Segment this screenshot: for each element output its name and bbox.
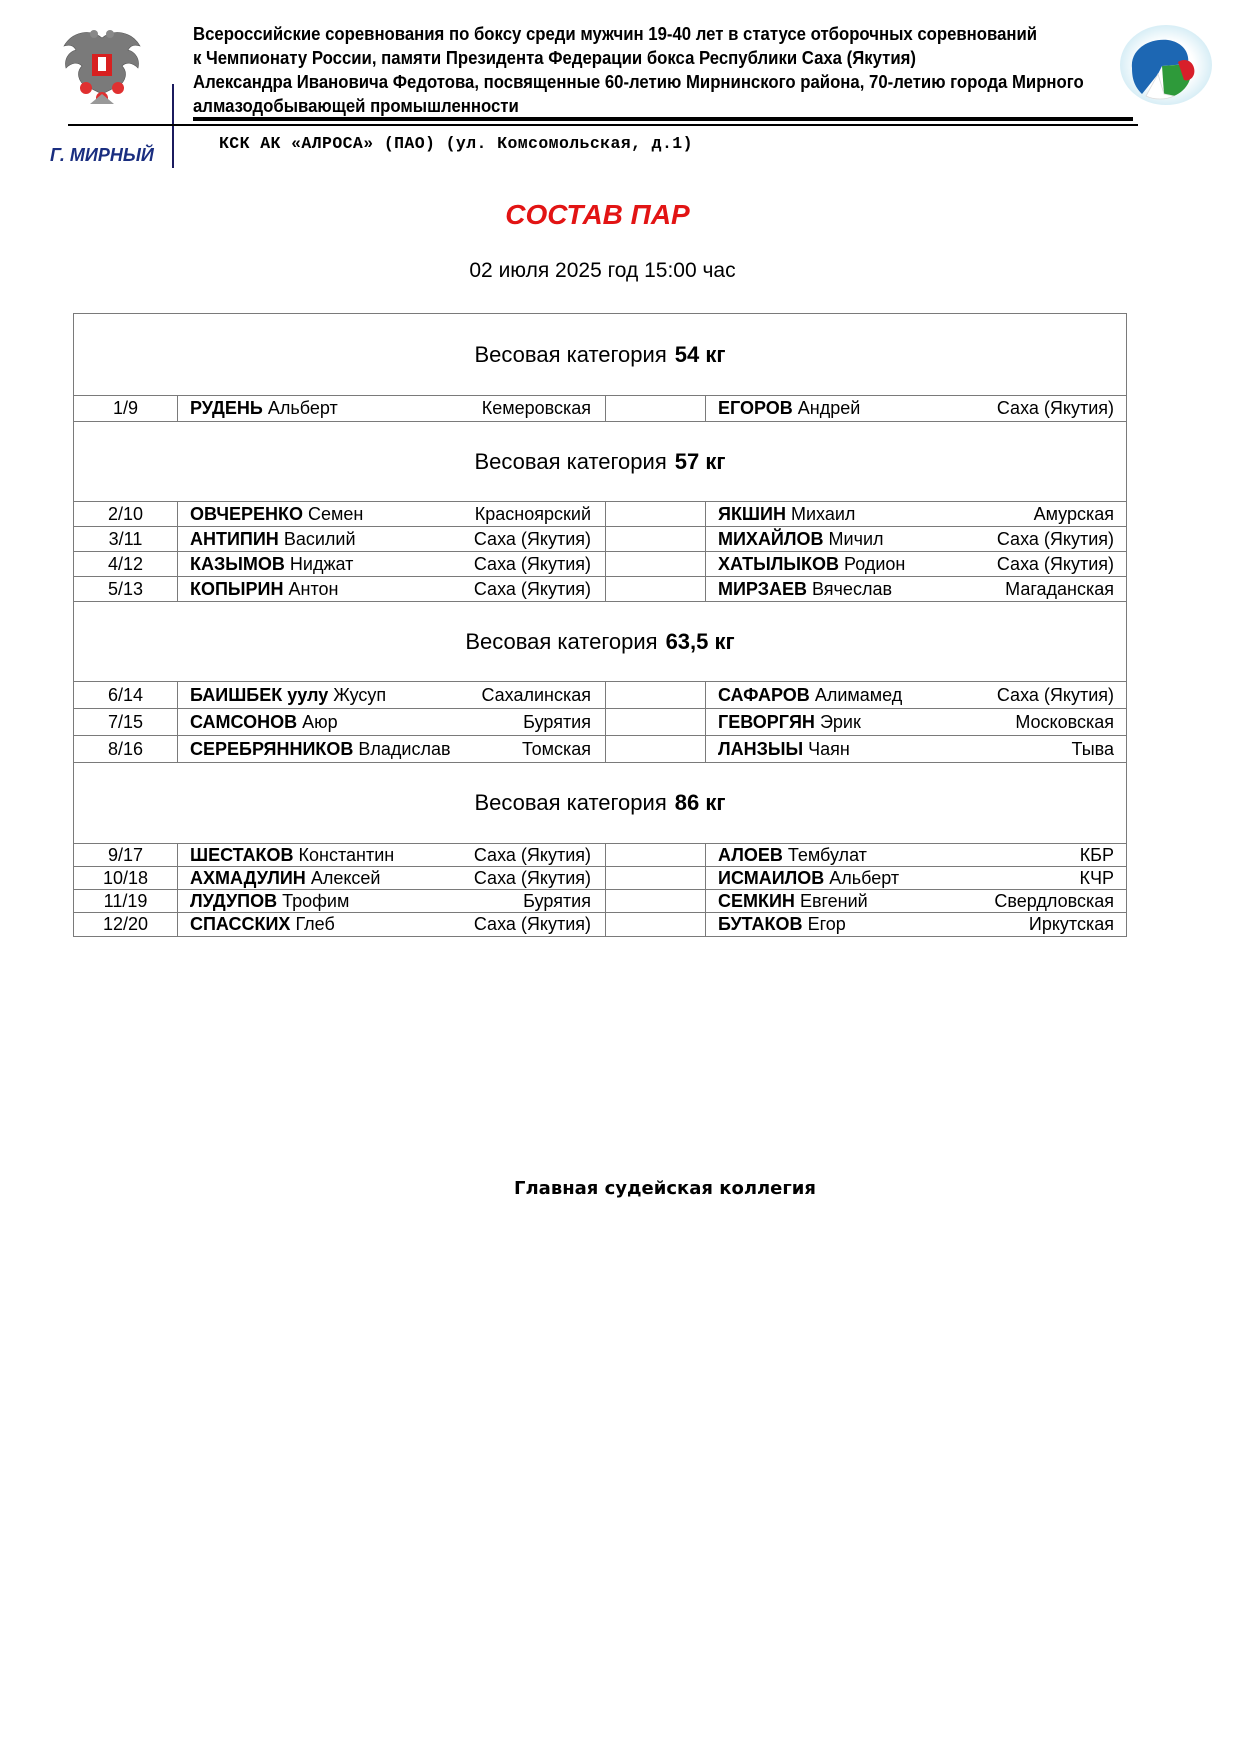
blue-boxer-region: Магаданская xyxy=(1005,578,1114,599)
blue-boxer-surname: АЛОЕВ xyxy=(718,844,783,865)
red-corner-cell xyxy=(178,502,606,526)
competition-title-line: к Чемпионату России, памяти Президента Федерации бокса Республики Саха (Якутия) xyxy=(193,48,916,68)
weight-category-value: 54 кг xyxy=(674,341,726,367)
red-boxer-surname: САМСОНОВ xyxy=(190,711,298,732)
blue-boxer-region: Саха (Якутия) xyxy=(996,528,1114,549)
result-cell xyxy=(606,502,706,526)
result-cell xyxy=(606,552,706,576)
blue-corner-cell xyxy=(706,736,1126,762)
red-boxer-surname: ЛУДУПОВ xyxy=(190,890,278,911)
blue-boxer-region: Саха (Якутия) xyxy=(996,553,1114,574)
weight-category-value: 86 кг xyxy=(674,790,726,815)
red-boxer-name xyxy=(190,845,394,866)
bout-number: 1/9 xyxy=(74,396,178,421)
red-boxer-region: Саха (Якутия) xyxy=(473,844,591,865)
blue-boxer-firstname: Эрик xyxy=(819,711,861,732)
red-corner-cell xyxy=(178,867,606,889)
red-corner-cell xyxy=(178,527,606,551)
pairs-table xyxy=(73,313,1127,937)
document-title: СОСТАВ ПАР xyxy=(505,199,690,230)
red-boxer-name xyxy=(190,685,386,706)
pair-row xyxy=(74,867,1126,890)
blue-corner-cell xyxy=(706,577,1126,601)
red-boxer-surname: АНТИПИН xyxy=(190,528,279,549)
city-label: Г. МИРНЫЙ xyxy=(50,145,154,165)
red-boxer-surname: КОПЫРИН xyxy=(190,578,284,599)
blue-boxer-firstname: Тембулат xyxy=(787,844,867,865)
blue-boxer-region: Свердловская xyxy=(994,890,1114,911)
red-boxer-region: Красноярский xyxy=(474,503,591,524)
pair-row xyxy=(74,577,1126,602)
weight-category-header xyxy=(74,763,1126,844)
bout-number: 12/20 xyxy=(74,913,178,936)
red-boxer-name xyxy=(190,554,353,575)
bout-number: 9/17 xyxy=(74,844,178,866)
blue-boxer-firstname: Родион xyxy=(843,553,906,574)
red-boxer-firstname: Алексей xyxy=(310,867,381,888)
header-vertical-divider xyxy=(172,84,174,168)
header-thin-rule xyxy=(68,124,1138,126)
red-boxer-firstname: Семен xyxy=(307,503,364,524)
red-boxer-surname: ШЕСТАКОВ xyxy=(190,844,294,865)
bout-number: 3/11 xyxy=(74,527,178,551)
red-boxer-firstname: Жусуп xyxy=(333,684,387,705)
red-boxer-firstname: Альберт xyxy=(267,398,338,418)
competition-title xyxy=(193,22,1084,118)
red-boxer-surname: СЕРЕБРЯННИКОВ xyxy=(190,738,354,759)
blue-boxer-name xyxy=(718,845,867,866)
bout-number: 11/19 xyxy=(74,890,178,912)
blue-boxer-region: Тыва xyxy=(1071,738,1114,759)
blue-boxer-name xyxy=(718,579,892,600)
bout-number: 6/14 xyxy=(74,682,178,708)
result-cell xyxy=(606,577,706,601)
blue-corner-cell xyxy=(706,844,1126,866)
blue-boxer-firstname: Мичил xyxy=(828,528,884,549)
red-boxer-region: Бурятия xyxy=(523,711,591,732)
document-datetime: 02 июля 2025 год 15:00 час xyxy=(469,259,736,282)
weight-category-prefix: Весовая категория xyxy=(474,790,667,815)
result-cell xyxy=(606,913,706,936)
pair-row xyxy=(74,527,1126,552)
result-cell xyxy=(606,890,706,912)
pair-row xyxy=(74,844,1126,867)
weight-category-value: 57 кг xyxy=(674,448,726,474)
weight-category-value: 63,5 кг xyxy=(665,628,735,654)
blue-boxer-name xyxy=(718,398,860,419)
blue-corner-cell xyxy=(706,552,1126,576)
weight-category-prefix: Весовая категория xyxy=(474,341,667,367)
blue-boxer-surname: ЯКШИН xyxy=(718,503,786,524)
weight-category-header xyxy=(74,602,1126,682)
result-cell xyxy=(606,736,706,762)
blue-boxer-firstname: Евгений xyxy=(799,890,868,911)
blue-boxer-name xyxy=(718,529,884,550)
red-boxer-name xyxy=(190,579,338,600)
blue-boxer-firstname: Альберт xyxy=(829,867,900,888)
competition-title-line: Александра Ивановича Федотова, посвященные 60-летию Мирнинского района, 70-летию города Мирного xyxy=(193,72,1084,92)
red-corner-cell xyxy=(178,577,606,601)
red-corner-cell xyxy=(178,913,606,936)
result-cell xyxy=(606,682,706,708)
blue-boxer-surname: МИХАЙЛОВ xyxy=(718,528,824,549)
pair-row xyxy=(74,890,1126,913)
weight-category-header xyxy=(74,314,1126,396)
red-boxer-firstname: Василий xyxy=(283,528,356,549)
blue-corner-cell xyxy=(706,890,1126,912)
red-boxer-firstname: Аюр xyxy=(302,711,338,732)
blue-boxer-firstname: Вячеслав xyxy=(812,578,893,599)
pair-row xyxy=(74,682,1126,709)
pair-row xyxy=(74,709,1126,736)
red-boxer-name xyxy=(190,398,338,419)
bout-number: 2/10 xyxy=(74,502,178,526)
red-corner-cell xyxy=(178,552,606,576)
blue-boxer-surname: ХАТЫЛЫКОВ xyxy=(718,553,839,574)
blue-corner-cell xyxy=(706,396,1126,421)
red-boxer-surname: РУДЕНЬ xyxy=(190,398,263,418)
result-cell xyxy=(606,709,706,735)
red-corner-cell xyxy=(178,396,606,421)
bout-number: 7/15 xyxy=(74,709,178,735)
blue-boxer-surname: ГЕВОРГЯН xyxy=(718,711,815,732)
blue-boxer-region: КЧР xyxy=(1079,867,1114,888)
red-boxer-region: Саха (Якутия) xyxy=(473,578,591,599)
red-corner-cell xyxy=(178,844,606,866)
pair-row xyxy=(74,736,1126,763)
blue-boxer-region: Московская xyxy=(1015,711,1114,732)
red-boxer-region: Саха (Якутия) xyxy=(473,528,591,549)
red-boxer-firstname: Антон xyxy=(288,578,339,599)
bout-number: 8/16 xyxy=(74,736,178,762)
blue-boxer-firstname: Михаил xyxy=(790,503,856,524)
red-boxer-region: Сахалинская xyxy=(481,684,591,705)
pair-row xyxy=(74,552,1126,577)
red-boxer-name xyxy=(190,739,451,760)
weight-category-prefix: Весовая категория xyxy=(474,448,667,474)
blue-corner-cell xyxy=(706,913,1126,936)
red-corner-cell xyxy=(178,682,606,708)
red-boxer-region: Томская xyxy=(521,738,591,759)
red-boxer-firstname: Константин xyxy=(298,844,395,865)
pair-row xyxy=(74,913,1126,936)
blue-boxer-surname: САФАРОВ xyxy=(718,684,810,705)
judging-panel-label: Главная судейская коллегия xyxy=(514,1178,816,1199)
blue-boxer-name xyxy=(718,868,899,889)
red-boxer-region: Саха (Якутия) xyxy=(473,914,591,934)
blue-corner-cell xyxy=(706,527,1126,551)
red-boxer-firstname: Ниджат xyxy=(289,553,354,574)
red-boxer-region: Бурятия xyxy=(523,890,591,911)
blue-corner-cell xyxy=(706,502,1126,526)
blue-boxer-surname: БУТАКОВ xyxy=(718,914,803,934)
competition-title-line: Всероссийские соревнования по боксу среди мужчин 19-40 лет в статусе отборочных соревнований xyxy=(193,24,1038,44)
blue-boxer-region: Иркутская xyxy=(1028,914,1114,934)
red-boxer-name xyxy=(190,914,335,935)
red-boxer-surname: ОВЧЕРЕНКО xyxy=(190,503,303,524)
bout-number: 5/13 xyxy=(74,577,178,601)
red-corner-cell xyxy=(178,890,606,912)
blue-boxer-region: Саха (Якутия) xyxy=(996,684,1114,705)
blue-boxer-name xyxy=(718,891,868,912)
federation-logo-icon xyxy=(1118,24,1214,106)
blue-boxer-surname: ИСМАИЛОВ xyxy=(718,867,825,888)
result-cell xyxy=(606,396,706,421)
blue-boxer-region: КБР xyxy=(1079,844,1114,865)
blue-boxer-firstname: Андрей xyxy=(797,398,861,418)
blue-boxer-name xyxy=(718,739,850,760)
ministry-eagle-emblem-icon xyxy=(60,24,144,110)
weight-category-header xyxy=(74,422,1126,502)
competition-title-line: алмазодобывающей промышленности xyxy=(193,96,519,116)
red-boxer-name xyxy=(190,868,380,889)
blue-boxer-surname: МИРЗАЕВ xyxy=(718,578,807,599)
pair-row xyxy=(74,396,1126,422)
blue-boxer-name xyxy=(718,914,846,935)
blue-boxer-firstname: Чаян xyxy=(808,738,850,759)
result-cell xyxy=(606,527,706,551)
blue-boxer-surname: ЛАНЗЫЫ xyxy=(718,738,804,759)
red-boxer-firstname: Трофим xyxy=(282,890,350,911)
blue-boxer-name xyxy=(718,504,855,525)
red-boxer-region: Саха (Якутия) xyxy=(473,553,591,574)
red-boxer-surname: КАЗЫМОВ xyxy=(190,553,285,574)
blue-boxer-name xyxy=(718,685,902,706)
blue-boxer-surname: ЕГОРОВ xyxy=(718,398,793,418)
blue-corner-cell xyxy=(706,867,1126,889)
blue-boxer-firstname: Алимамед xyxy=(814,684,903,705)
red-corner-cell xyxy=(178,709,606,735)
blue-boxer-firstname: Егор xyxy=(807,914,846,934)
blue-corner-cell xyxy=(706,682,1126,708)
bout-number: 4/12 xyxy=(74,552,178,576)
blue-boxer-surname: СЕМКИН xyxy=(718,890,795,911)
red-boxer-firstname: Владислав xyxy=(358,738,451,759)
blue-boxer-region: Саха (Якутия) xyxy=(996,398,1114,418)
blue-boxer-region: Амурская xyxy=(1033,503,1114,524)
result-cell xyxy=(606,844,706,866)
blue-corner-cell xyxy=(706,709,1126,735)
red-boxer-region: Саха (Якутия) xyxy=(473,867,591,888)
result-cell xyxy=(606,867,706,889)
venue-label: КСК АК «АЛРОСА» (ПАО) (ул. Комсомольская, д.1) xyxy=(219,134,693,153)
red-boxer-name xyxy=(190,712,338,733)
weight-category-prefix: Весовая категория xyxy=(465,628,658,654)
bout-number: 10/18 xyxy=(74,867,178,889)
red-corner-cell xyxy=(178,736,606,762)
red-boxer-name xyxy=(190,504,363,525)
pair-row xyxy=(74,502,1126,527)
red-boxer-name xyxy=(190,529,356,550)
blue-boxer-name xyxy=(718,712,861,733)
red-boxer-region: Кемеровская xyxy=(481,398,591,418)
red-boxer-surname: АХМАДУЛИН xyxy=(190,867,306,888)
red-boxer-surname: БАИШБЕК уулу xyxy=(190,684,329,705)
red-boxer-firstname: Глеб xyxy=(295,914,335,934)
red-boxer-surname: СПАССКИХ xyxy=(190,914,291,934)
red-boxer-name xyxy=(190,891,349,912)
blue-boxer-name xyxy=(718,554,905,575)
